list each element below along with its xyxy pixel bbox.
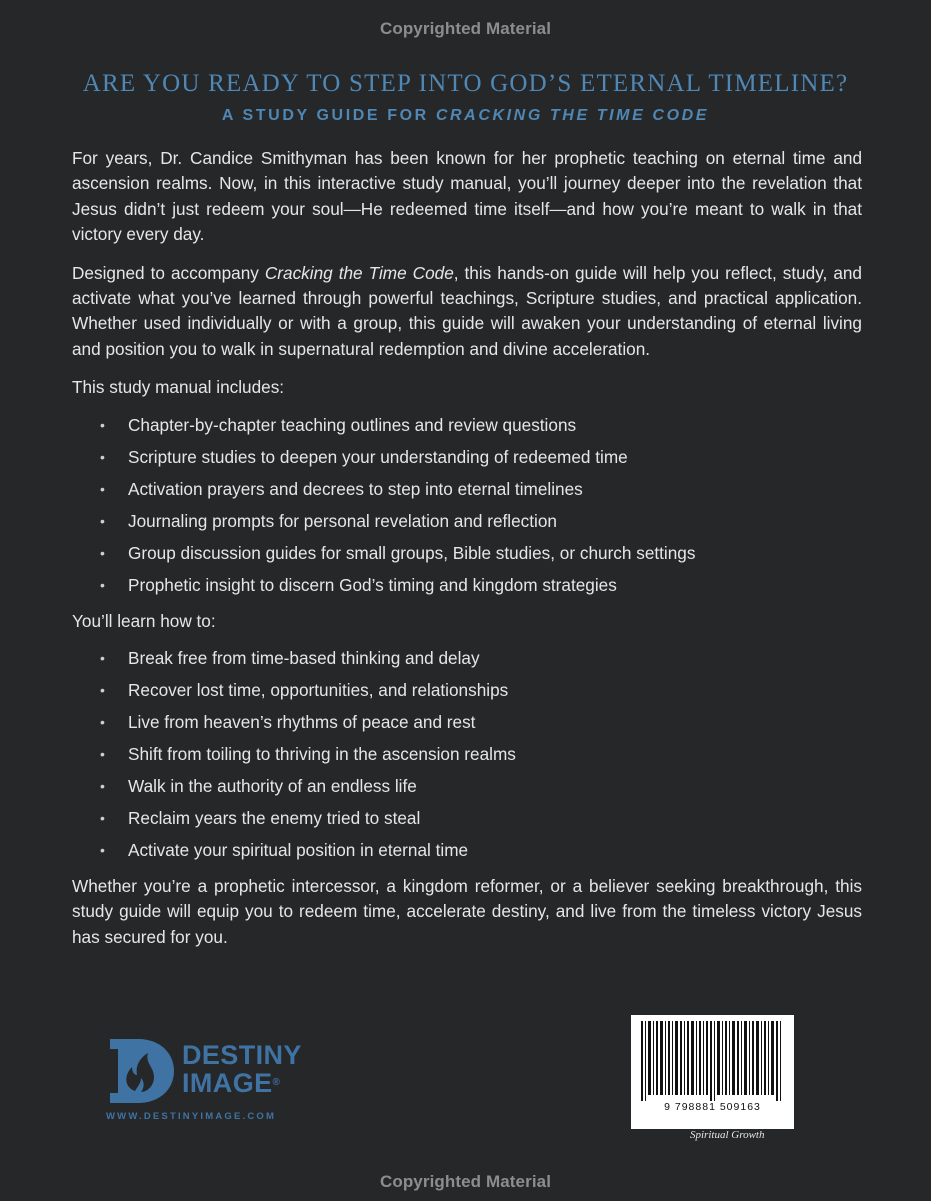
- isbn-number: 9 798881 509163: [664, 1101, 761, 1113]
- designed-paragraph: [72, 261, 862, 363]
- publisher-url: WWW.DESTINYIMAGE.COM: [106, 1111, 277, 1122]
- list-item: [72, 642, 862, 674]
- bullet-icon: •: [100, 650, 105, 667]
- bullet-icon: •: [100, 746, 105, 763]
- list-item-text: Live from heaven’s rhythms of peace and rest: [128, 712, 476, 733]
- list-item: [72, 409, 862, 441]
- copyright-watermark-top: Copyrighted Material: [379, 19, 552, 38]
- bullet-icon: •: [100, 842, 105, 859]
- list-item-text: Activation prayers and decrees to step into eternal timelines: [128, 478, 583, 499]
- bullet-icon: •: [100, 778, 105, 795]
- list-item-text: Journaling prompts for personal revelation and reflection: [128, 510, 557, 531]
- list-item: [72, 505, 862, 537]
- learn-list: [72, 642, 862, 866]
- intro-paragraph: For years, Dr. Candice Smithyman has been known for her prophetic teaching on eternal time and ascension realms. Now, in this interactive study manual, you’ll journey deeper into the revelation that Jesus didn’t just redeem your soul—He redeemed time itself—and how you’re meant to walk in that victory every day.: [72, 148, 862, 245]
- bullet-icon: •: [100, 682, 105, 699]
- learn-lead: You’ll learn how to:: [72, 610, 216, 631]
- list-item: [72, 473, 862, 505]
- bullet-icon: •: [100, 544, 105, 561]
- list-item: [72, 674, 862, 706]
- subheadline-prefix: A STUDY GUIDE FOR: [221, 107, 436, 124]
- list-item-text: Prophetic insight to discern God’s timing and kingdom strategies: [128, 574, 617, 595]
- registered-mark: ®: [272, 1077, 281, 1088]
- designed-text-before: Designed to accompany: [72, 262, 265, 283]
- list-item: [72, 441, 862, 473]
- list-item: [72, 770, 862, 802]
- subheadline: [0, 107, 931, 125]
- copyright-watermark-bottom: Copyrighted Material: [379, 1172, 552, 1191]
- list-item-text: Break free from time-based thinking and delay: [128, 648, 480, 669]
- bullet-icon: •: [100, 480, 105, 497]
- list-item-text: Group discussion guides for small groups, Bible studies, or church settings: [128, 542, 696, 563]
- list-item-text: Scripture studies to deepen your understanding of redeemed time: [128, 446, 628, 467]
- designed-text-after: , this hands-on guide will help you reflect, study, and activate what you’ve learned through powerful teachings, Scripture studies, and practical application. Whether used individually or with a group, this guide will awaken your understanding of eternal living and position you to walk in supernatural redemption and divine acceleration.: [72, 262, 862, 359]
- closing-paragraph: Whether you’re a prophetic intercessor, a kingdom reformer, or a believer seeking breakthrough, this study guide will equip you to redeem time, accelerate destiny, and live from the timeless victory Jesus has secured for you.: [72, 876, 862, 947]
- bullet-icon: •: [100, 448, 105, 465]
- genre-label: Spiritual Growth: [690, 1129, 765, 1141]
- list-item: [72, 569, 862, 601]
- list-item-text: Recover lost time, opportunities, and relationships: [128, 680, 509, 701]
- barcode-bars-icon: [631, 1015, 794, 1101]
- includes-lead: This study manual includes:: [72, 377, 285, 398]
- publisher-logo: [104, 1035, 324, 1135]
- headline: ARE YOU READY TO STEP INTO GOD’S ETERNAL TIMELINE?: [82, 70, 849, 97]
- publisher-name-line2: IMAGE: [182, 1068, 273, 1098]
- bullet-icon: •: [100, 512, 105, 529]
- list-item: [72, 706, 862, 738]
- includes-list: [72, 409, 862, 601]
- list-item-text: Reclaim years the enemy tried to steal: [128, 808, 421, 829]
- bullet-icon: •: [100, 416, 105, 433]
- list-item: [72, 537, 862, 569]
- isbn-barcode: [631, 1015, 794, 1129]
- subheadline-book-title: CRACKING THE TIME CODE: [435, 107, 710, 124]
- publisher-name-line1: DESTINY: [182, 1040, 302, 1070]
- destiny-image-d-flame-icon: [104, 1035, 176, 1107]
- list-item-text: Shift from toiling to thriving in the ascension realms: [128, 744, 516, 765]
- list-item-text: Chapter-by-chapter teaching outlines and review questions: [128, 414, 577, 435]
- list-item: [72, 802, 862, 834]
- list-item-text: Activate your spiritual position in eternal time: [128, 840, 469, 861]
- description-body: [72, 146, 862, 963]
- list-item-text: Walk in the authority of an endless life: [128, 776, 417, 797]
- bullet-icon: •: [100, 714, 105, 731]
- designed-book-title: Cracking the Time Code: [264, 262, 454, 283]
- bullet-icon: •: [100, 576, 105, 593]
- publisher-name-line2-wrap: [182, 1069, 302, 1097]
- list-item: [72, 738, 862, 770]
- bullet-icon: •: [100, 810, 105, 827]
- publisher-name: [182, 1041, 302, 1097]
- list-item: [72, 834, 862, 866]
